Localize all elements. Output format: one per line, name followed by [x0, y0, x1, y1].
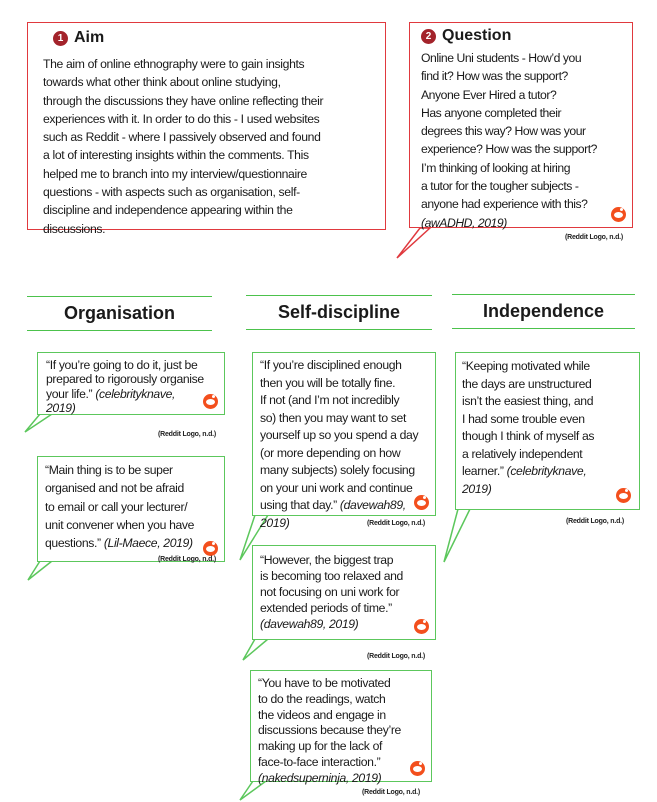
quote-author: (celebrityknave, 2019): [462, 464, 587, 496]
reddit-logo-icon: [203, 541, 218, 556]
quote-card: [250, 670, 432, 785]
quote-card: [37, 456, 225, 562]
aim-body: The aim of online ethnography were to gain insights towards what other think about online studying, through the discussions they have online reflecting their experiences with it. In order to do this - I used websites such as Reddit - where I passively observed and found a lot of interesting insights within the comments. This helped me to branch into my interview/questionnaire questions - with aspects such as organisation, self- discipline and independence appearing within the discussions.: [43, 57, 324, 236]
logo-credit: (Reddit Logo, n.d.): [367, 653, 426, 660]
quote-text: “You have to be motivated to do the readings, watch the videos and engage in discussions because they’re making up for the lack of face-to-face interaction.”: [258, 676, 401, 769]
number-badge: 2: [421, 29, 436, 44]
category-heading-organisation: Organisation: [27, 296, 212, 331]
logo-credit: (Reddit Logo, n.d.): [158, 556, 217, 563]
quote-text: “Keeping motivated while the days are unstructured isn’t the easiest thing, and I had some trouble even though I think of myself as a relatively independent learner.”: [462, 359, 595, 478]
quote-author: (davewah89, 2019): [260, 498, 406, 530]
quote-author: (nakedsuperninja, 2019): [258, 770, 382, 785]
quote-text: “However, the biggest trap is becoming too relaxed and not focusing on uni work for extended periods of time.”: [260, 553, 403, 615]
logo-credit: (Reddit Logo, n.d.): [566, 518, 625, 525]
logo-credit: (Reddit Logo, n.d.): [362, 789, 421, 796]
logo-credit: (Reddit Logo, n.d.): [565, 234, 624, 241]
question-title: Question: [442, 27, 512, 44]
category-heading-self-discipline: Self-discipline: [246, 295, 432, 330]
logo-credit: (Reddit Logo, n.d.): [367, 520, 426, 527]
aim-box: [27, 22, 386, 236]
number-badge: 1: [53, 31, 68, 46]
quote-text: “If you’re going to do it, just be prepared to rigorously organise your life.”: [46, 358, 204, 401]
quote-text: “If you’re disciplined enough then you will be totally fine. If not (and I’m not incredibly so) then you may want to set yourself up so you spend a day (or more depending on how many subjects) solely focusing on your uni work and continue using that day.”: [260, 358, 419, 512]
reddit-logo-icon: [616, 488, 631, 503]
reddit-logo-icon: [414, 495, 429, 510]
quote-author: (davewah89, 2019): [260, 617, 359, 631]
quote-author: (Lil-Maece, 2019): [103, 536, 193, 551]
reddit-logo-icon: [611, 207, 626, 222]
quote-author: (celebrityknave, 2019): [46, 386, 176, 415]
quote-card: [252, 545, 436, 640]
quote-card: [37, 352, 225, 415]
quote-text: “Main thing is to be super organised and not be afraid to email or call your lecturer/ unit convener when you have questions.”: [45, 463, 195, 551]
quote-card: [455, 352, 640, 510]
question-box: [409, 22, 633, 228]
question-cite: (awADHD, 2019): [421, 215, 507, 230]
category-heading-independence: Independence: [452, 294, 635, 329]
question-body: Online Uni students - How’d you find it? How was the support? Anyone Ever Hired a tutor? Has anyone completed their degrees this way? How was your experience? How was the support? I’m thinking of looking at hiring a tutor for the tougher subjects - anyone had experience with this?: [421, 51, 597, 212]
reddit-logo-icon: [203, 394, 218, 409]
reddit-logo-icon: [410, 761, 425, 776]
logo-credit: (Reddit Logo, n.d.): [158, 431, 217, 438]
aim-title: Aim: [74, 29, 105, 46]
reddit-logo-icon: [414, 619, 429, 634]
